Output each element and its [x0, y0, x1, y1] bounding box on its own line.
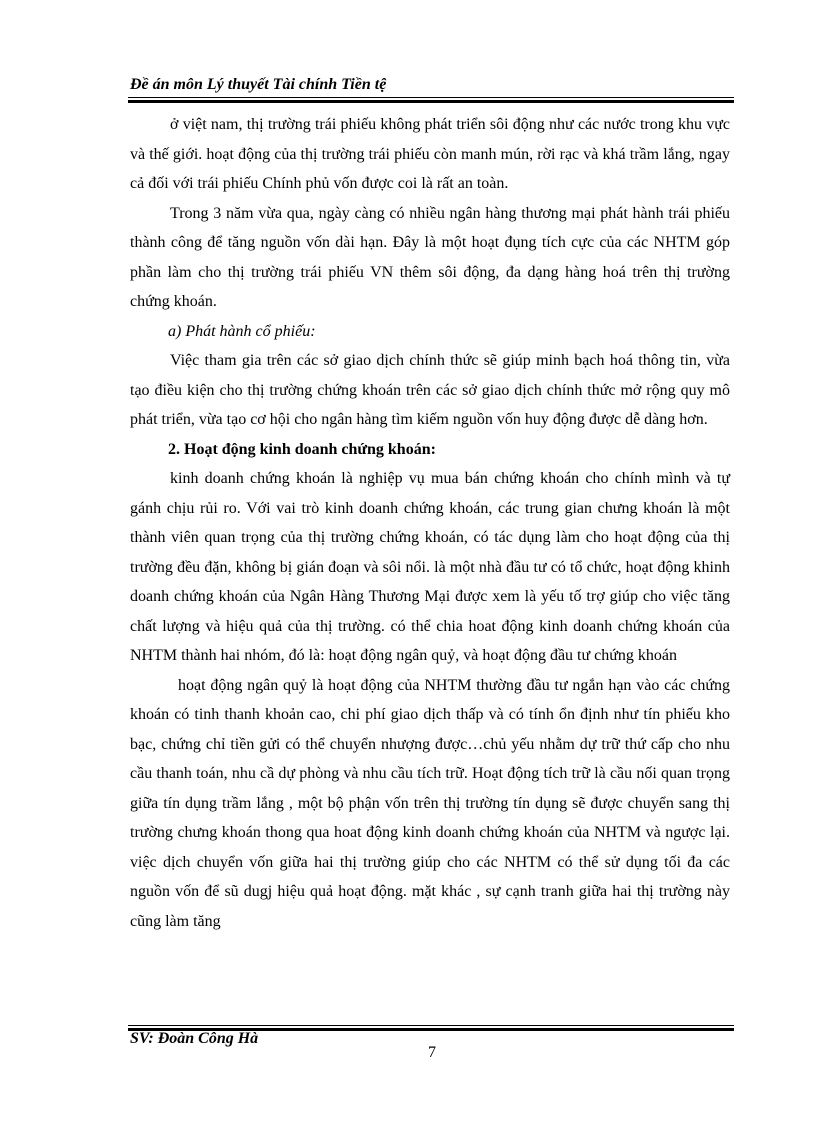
footer-rule-thin [128, 1025, 734, 1026]
header-rule-thick [128, 100, 734, 103]
paragraph-exchange-participation: Việc tham gia trên các sở giao dịch chính thức sẽ giúp minh bạch hoá thông tin, vừa tạo điều kiện cho thị trường chứng khoán trên các sở giao dịch chính thức mở rộng quy mô phát triển, vừa tạo cơ hội cho ngân hàng tìm kiếm nguồn vốn huy động được dễ dàng hơn. [130, 352, 730, 428]
paragraph-bank-bond-issuance: Trong 3 năm vừa qua, ngày càng có nhiều ngân hàng thương mại phát hành trái phiếu thành công để tăng nguồn vốn dài hạn. Đây là một hoạt đụng tích cực của các NHTM góp phần làm cho thị trường trái phiếu VN thêm sôi động, đa dạng hàng hoá trên thị trường chứng khoán. [130, 204, 730, 310]
header-rule-thin [128, 97, 734, 98]
paragraph-treasury-activity: hoạt động ngân quỷ là hoạt động của NHTM thường đầu tư ngắn hạn vào các chứng khoán có tinh thanh khoản cao, chi phí giao dịch thấp và có tính ổn định như tín phiếu kho bạc, chứng chỉ tiền gửi có thể chuyển nhượng được…chủ yếu nhằm dự trữ thứ cấp cho nhu cầu thanh toán, nhu cầ dự phòng và nhu cầu tích trữ. Hoạt động tích trữ là cầu nối quan trọng giữa tín dụng trầm lắng , một bộ phận vốn trên thị trường tín dụng sẽ được chuyển sang thị trường chưng khoán thong qua hoat động kinh doanh chứng khoán của NHTM và ngược lại. việc dịch chuyển vốn giữa hai thị trường giúp cho các NHTM có thể sử dụng tối đa các nguồn vốn để sũ dugj hiệu quả hoạt động. mặt khác , sự cạnh tranh giữa hai thị trường này cũng làm tăng [130, 676, 730, 930]
paragraph-securities-trading: kinh doanh chứng khoán là nghiệp vụ mua bán chứng khoán cho chính mình và tự gánh chịu rủi ro. Với vai trò kinh doanh chứng khoán, các trung gian chưng khoán là một thành viên quan trọng của thị trường chứng khoán, có tác dụng làm cho hoạt động của thị trường đều đặn, không bị gián đoạn và sôi nổi. là một nhà đầu tư có tổ chức, hoạt động khinh doanh chứng khoán của Ngân Hàng Thương Mại được xem là yếu tố trợ giúp cho việc tăng chất lượng và hiệu quả của thị trường. có thể chia hoat động kinh doanh chứng khoán của NHTM thành hai nhóm, đó là: hoạt động ngân quỷ, và hoạt động đầu tư chứng khoán [130, 470, 730, 664]
section-heading-securities-trading: 2. Hoạt động kinh doanh chứng khoán: [168, 440, 436, 458]
page-number: 7 [428, 1044, 436, 1061]
paragraph-bond-market-vietnam: ở việt nam, thị trường trái phiếu không phát triển sôi động như các nước trong khu vực và thế giới. hoạt động của thị trường trái phiếu còn manh mún, rời rạc và khá trầm lắng, ngay cả đối với trái phiếu Chính phủ vốn được coi là rất an toàn. [130, 116, 730, 192]
page-header-title: Đề án môn Lý thuyết Tài chính Tiền tệ [130, 76, 387, 93]
footer-author: SV: Đoàn Công Hà [130, 1030, 259, 1047]
subheading-stock-issuance: a) Phát hành cổ phiếu: [168, 322, 316, 340]
document-body [130, 110, 730, 936]
